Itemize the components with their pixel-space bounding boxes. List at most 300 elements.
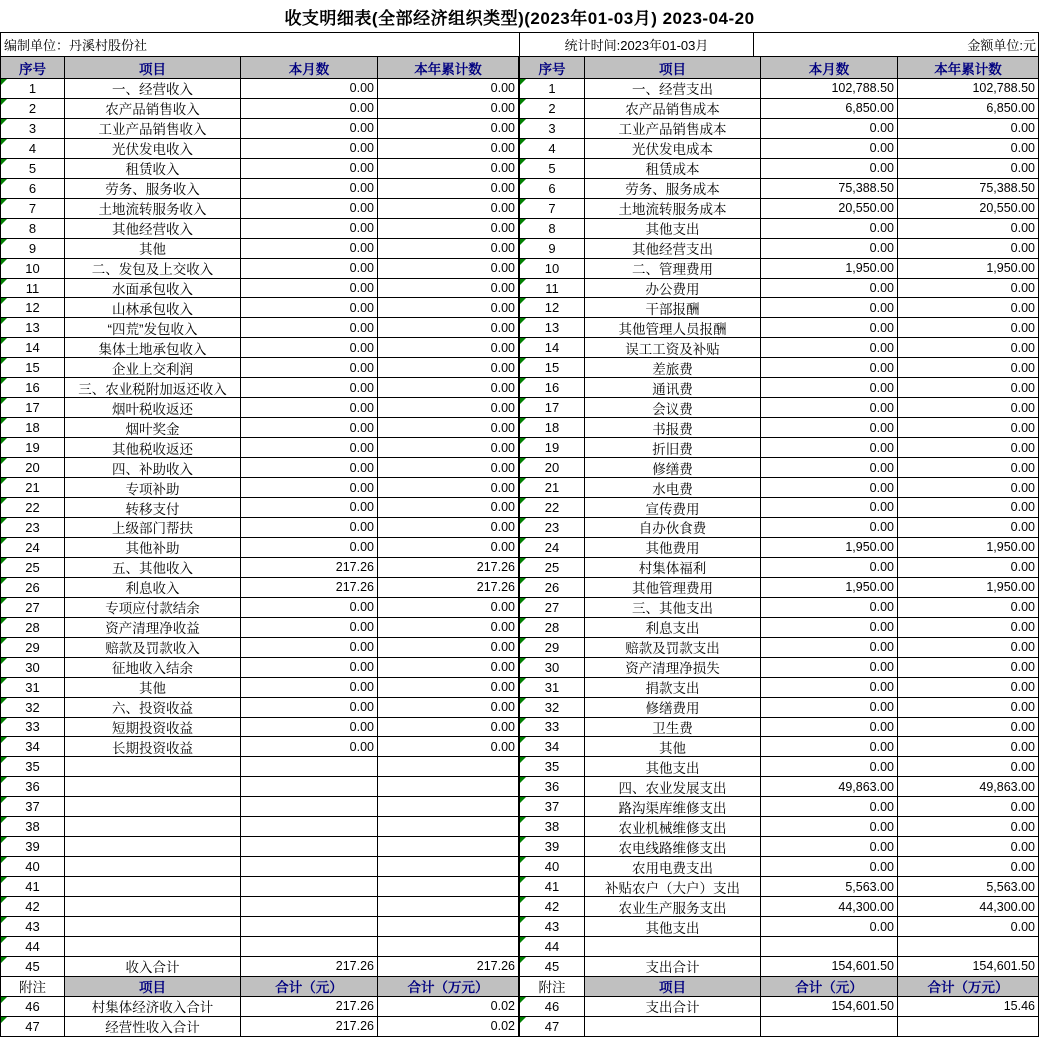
cell-seq[interactable]: 25 <box>1 558 65 578</box>
cell-ytd[interactable]: 0.00 <box>378 179 519 199</box>
cell-ytd[interactable] <box>378 857 519 877</box>
cell-seq[interactable]: 6 <box>1 179 65 199</box>
cell-seq[interactable]: 38 <box>520 817 585 837</box>
cell-seq[interactable]: 26 <box>1 578 65 598</box>
cell-seq[interactable]: 3 <box>1 119 65 139</box>
cell-ytd[interactable]: 0.00 <box>378 398 519 418</box>
cell-seq[interactable]: 10 <box>1 259 65 279</box>
cell-ytd[interactable]: 0.00 <box>378 418 519 438</box>
cell-ytd[interactable]: 0.00 <box>898 119 1039 139</box>
cell-item[interactable]: 支出合计 <box>585 997 761 1017</box>
cell-seq[interactable]: 22 <box>1 498 65 518</box>
cell-item[interactable]: 宣传费用 <box>585 498 761 518</box>
cell-seq[interactable]: 21 <box>520 478 585 498</box>
cell-seq[interactable]: 24 <box>1 538 65 558</box>
cell-seq[interactable]: 37 <box>520 797 585 817</box>
cell-item[interactable]: 征地收入结余 <box>65 658 241 678</box>
cell-item[interactable]: 经营性收入合计 <box>65 1017 241 1037</box>
cell-month[interactable]: 0.00 <box>241 159 378 179</box>
cell-item[interactable] <box>65 817 241 837</box>
cell-month[interactable]: 0.00 <box>241 478 378 498</box>
footnote-label[interactable]: 附注 <box>520 977 585 997</box>
cell-ytd[interactable]: 1,950.00 <box>898 578 1039 598</box>
cell-month[interactable]: 0.00 <box>241 638 378 658</box>
footnote-column-header[interactable]: 项目 <box>585 977 761 997</box>
cell-seq[interactable]: 25 <box>520 558 585 578</box>
cell-item[interactable]: 卫生费 <box>585 718 761 738</box>
cell-seq[interactable]: 12 <box>520 298 585 318</box>
cell-month[interactable]: 0.00 <box>241 139 378 159</box>
cell-month[interactable]: 0.00 <box>241 698 378 718</box>
cell-ytd[interactable] <box>898 937 1039 957</box>
cell-item[interactable]: 通讯费 <box>585 378 761 398</box>
cell-seq[interactable]: 2 <box>1 99 65 119</box>
cell-month[interactable]: 0.00 <box>761 917 898 937</box>
cell-ytd[interactable] <box>378 797 519 817</box>
cell-seq[interactable]: 9 <box>520 239 585 259</box>
cell-item[interactable]: 集体土地承包收入 <box>65 338 241 358</box>
cell-item[interactable]: 赔款及罚款支出 <box>585 638 761 658</box>
cell-item[interactable]: 短期投资收益 <box>65 718 241 738</box>
cell-month[interactable]: 0.00 <box>241 438 378 458</box>
cell-month[interactable]: 102,788.50 <box>761 79 898 99</box>
cell-month[interactable]: 0.00 <box>241 458 378 478</box>
cell-ytd[interactable]: 0.00 <box>378 219 519 239</box>
cell-item[interactable]: 路沟渠库维修支出 <box>585 797 761 817</box>
cell-month[interactable]: 0.00 <box>761 119 898 139</box>
cell-ytd[interactable]: 44,300.00 <box>898 897 1039 917</box>
footnote-column-header[interactable]: 合计（万元） <box>378 977 519 997</box>
cell-item[interactable]: 收入合计 <box>65 957 241 977</box>
cell-seq[interactable]: 28 <box>520 618 585 638</box>
cell-seq[interactable]: 14 <box>1 338 65 358</box>
cell-month[interactable] <box>241 817 378 837</box>
cell-seq[interactable]: 24 <box>520 538 585 558</box>
cell-month[interactable]: 5,563.00 <box>761 877 898 897</box>
footnote-column-header[interactable]: 合计（元） <box>241 977 378 997</box>
cell-item[interactable]: 农产品销售成本 <box>585 99 761 119</box>
cell-seq[interactable]: 4 <box>1 139 65 159</box>
cell-ytd[interactable] <box>378 917 519 937</box>
cell-ytd[interactable]: 0.00 <box>898 638 1039 658</box>
cell-month[interactable]: 0.00 <box>761 618 898 638</box>
cell-month[interactable] <box>241 857 378 877</box>
cell-month[interactable]: 0.00 <box>761 338 898 358</box>
cell-seq[interactable]: 16 <box>1 378 65 398</box>
cell-seq[interactable]: 7 <box>1 199 65 219</box>
cell-seq[interactable]: 44 <box>1 937 65 957</box>
cell-seq[interactable]: 34 <box>520 737 585 757</box>
cell-month[interactable]: 0.00 <box>761 159 898 179</box>
cell-month[interactable]: 0.00 <box>241 678 378 698</box>
cell-seq[interactable]: 11 <box>1 279 65 299</box>
cell-seq[interactable]: 23 <box>1 518 65 538</box>
cell-month[interactable]: 0.00 <box>241 737 378 757</box>
cell-seq[interactable]: 39 <box>520 837 585 857</box>
cell-item[interactable]: 烟叶税收返还 <box>65 398 241 418</box>
cell-item[interactable]: 其他管理人员报酬 <box>585 318 761 338</box>
cell-ytd[interactable]: 217.26 <box>378 957 519 977</box>
cell-item[interactable]: 农业生产服务支出 <box>585 897 761 917</box>
cell-month[interactable] <box>241 917 378 937</box>
cell-month[interactable]: 0.00 <box>761 698 898 718</box>
cell-seq[interactable]: 19 <box>1 438 65 458</box>
cell-ytd[interactable]: 0.00 <box>898 518 1039 538</box>
cell-seq[interactable]: 3 <box>520 119 585 139</box>
cell-item[interactable] <box>65 917 241 937</box>
cell-month[interactable]: 0.00 <box>241 318 378 338</box>
cell-month[interactable]: 0.00 <box>761 279 898 299</box>
footnote-column-header[interactable]: 合计（万元） <box>898 977 1039 997</box>
cell-total-wanyuan[interactable]: 15.46 <box>898 997 1039 1017</box>
cell-month[interactable]: 0.00 <box>761 438 898 458</box>
cell-seq[interactable]: 14 <box>520 338 585 358</box>
cell-ytd[interactable]: 217.26 <box>378 558 519 578</box>
cell-seq[interactable]: 9 <box>1 239 65 259</box>
cell-ytd[interactable]: 0.00 <box>378 378 519 398</box>
cell-ytd[interactable]: 0.00 <box>378 598 519 618</box>
cell-seq[interactable]: 30 <box>520 658 585 678</box>
cell-item[interactable]: 租赁成本 <box>585 159 761 179</box>
cell-ytd[interactable]: 217.26 <box>378 578 519 598</box>
cell-item[interactable] <box>585 1017 761 1037</box>
cell-ytd[interactable]: 0.00 <box>898 837 1039 857</box>
cell-ytd[interactable]: 0.00 <box>378 338 519 358</box>
cell-ytd[interactable]: 0.00 <box>898 378 1039 398</box>
cell-seq[interactable]: 37 <box>1 797 65 817</box>
column-header[interactable]: 本年累计数 <box>898 57 1039 79</box>
cell-seq[interactable]: 6 <box>520 179 585 199</box>
cell-seq[interactable]: 13 <box>1 318 65 338</box>
cell-item[interactable]: 工业产品销售收入 <box>65 119 241 139</box>
cell-seq[interactable]: 12 <box>1 298 65 318</box>
cell-ytd[interactable]: 0.00 <box>898 737 1039 757</box>
cell-seq[interactable]: 34 <box>1 737 65 757</box>
column-header[interactable]: 项目 <box>585 57 761 79</box>
cell-item[interactable] <box>65 797 241 817</box>
cell-month[interactable]: 1,950.00 <box>761 538 898 558</box>
cell-item[interactable]: 捐款支出 <box>585 678 761 698</box>
cell-month[interactable]: 0.00 <box>761 298 898 318</box>
cell-ytd[interactable]: 0.00 <box>378 518 519 538</box>
cell-item[interactable]: 折旧费 <box>585 438 761 458</box>
cell-month[interactable]: 0.00 <box>241 79 378 99</box>
cell-month[interactable]: 0.00 <box>241 199 378 219</box>
cell-ytd[interactable]: 0.00 <box>378 358 519 378</box>
cell-month[interactable]: 0.00 <box>761 558 898 578</box>
cell-item[interactable]: 农用电费支出 <box>585 857 761 877</box>
cell-seq[interactable]: 27 <box>1 598 65 618</box>
cell-ytd[interactable]: 1,950.00 <box>898 259 1039 279</box>
cell-total-yuan[interactable] <box>761 1017 898 1037</box>
cell-ytd[interactable]: 0.00 <box>898 558 1039 578</box>
cell-item[interactable]: 会议费 <box>585 398 761 418</box>
cell-ytd[interactable]: 0.00 <box>898 917 1039 937</box>
cell-ytd[interactable]: 0.00 <box>898 139 1039 159</box>
cell-ytd[interactable]: 1,950.00 <box>898 538 1039 558</box>
cell-seq[interactable]: 42 <box>1 897 65 917</box>
cell-seq[interactable]: 36 <box>1 777 65 797</box>
cell-item[interactable]: 其他税收返还 <box>65 438 241 458</box>
cell-seq[interactable]: 40 <box>1 857 65 877</box>
cell-seq[interactable]: 13 <box>520 318 585 338</box>
cell-seq[interactable]: 5 <box>520 159 585 179</box>
cell-seq[interactable]: 2 <box>520 99 585 119</box>
cell-item[interactable]: 办公费用 <box>585 279 761 299</box>
cell-seq[interactable]: 19 <box>520 438 585 458</box>
cell-ytd[interactable]: 0.00 <box>898 159 1039 179</box>
cell-ytd[interactable] <box>378 757 519 777</box>
cell-month[interactable]: 0.00 <box>241 538 378 558</box>
cell-item[interactable]: 一、经营支出 <box>585 79 761 99</box>
cell-month[interactable]: 0.00 <box>761 378 898 398</box>
cell-item[interactable]: 村集体经济收入合计 <box>65 997 241 1017</box>
cell-seq[interactable]: 40 <box>520 857 585 877</box>
cell-month[interactable]: 217.26 <box>241 578 378 598</box>
cell-month[interactable]: 0.00 <box>761 398 898 418</box>
column-header[interactable]: 序号 <box>1 57 65 79</box>
cell-ytd[interactable]: 0.00 <box>378 139 519 159</box>
cell-month[interactable]: 0.00 <box>241 598 378 618</box>
cell-ytd[interactable]: 0.00 <box>898 817 1039 837</box>
cell-item[interactable]: 山林承包收入 <box>65 298 241 318</box>
cell-ytd[interactable]: 0.00 <box>378 239 519 259</box>
cell-month[interactable]: 0.00 <box>241 658 378 678</box>
cell-seq[interactable]: 29 <box>1 638 65 658</box>
cell-total-yuan[interactable]: 217.26 <box>241 1017 378 1037</box>
cell-item[interactable]: 土地流转服务成本 <box>585 199 761 219</box>
cell-ytd[interactable]: 0.00 <box>898 338 1039 358</box>
cell-seq[interactable]: 47 <box>520 1017 585 1037</box>
cell-item[interactable]: 农产品销售收入 <box>65 99 241 119</box>
cell-ytd[interactable] <box>378 897 519 917</box>
cell-item[interactable]: 其他支出 <box>585 917 761 937</box>
cell-item[interactable]: 水面承包收入 <box>65 279 241 299</box>
cell-ytd[interactable]: 0.00 <box>378 658 519 678</box>
column-header[interactable]: 本年累计数 <box>378 57 519 79</box>
cell-item[interactable]: 四、补助收入 <box>65 458 241 478</box>
cell-ytd[interactable]: 0.00 <box>378 618 519 638</box>
cell-item[interactable]: 五、其他收入 <box>65 558 241 578</box>
cell-month[interactable] <box>241 877 378 897</box>
cell-ytd[interactable]: 0.00 <box>378 498 519 518</box>
cell-ytd[interactable] <box>378 937 519 957</box>
cell-seq[interactable]: 17 <box>520 398 585 418</box>
cell-seq[interactable]: 11 <box>520 279 585 299</box>
cell-month[interactable]: 0.00 <box>241 219 378 239</box>
cell-month[interactable]: 0.00 <box>241 259 378 279</box>
cell-item[interactable] <box>65 897 241 917</box>
cell-seq[interactable]: 35 <box>1 757 65 777</box>
cell-month[interactable]: 0.00 <box>241 279 378 299</box>
cell-seq[interactable]: 10 <box>520 259 585 279</box>
cell-ytd[interactable]: 0.00 <box>378 478 519 498</box>
cell-item[interactable]: 烟叶奖金 <box>65 418 241 438</box>
cell-item[interactable]: 村集体福利 <box>585 558 761 578</box>
cell-item[interactable] <box>585 937 761 957</box>
cell-item[interactable]: 三、农业税附加返还收入 <box>65 378 241 398</box>
cell-item[interactable]: 修缮费 <box>585 458 761 478</box>
footnote-label[interactable]: 附注 <box>1 977 65 997</box>
cell-month[interactable]: 0.00 <box>241 718 378 738</box>
cell-ytd[interactable]: 0.00 <box>898 438 1039 458</box>
cell-seq[interactable]: 16 <box>520 378 585 398</box>
cell-month[interactable] <box>761 937 898 957</box>
cell-seq[interactable]: 4 <box>520 139 585 159</box>
cell-total-wanyuan[interactable]: 0.02 <box>378 1017 519 1037</box>
cell-seq[interactable]: 29 <box>520 638 585 658</box>
cell-ytd[interactable]: 0.00 <box>898 698 1039 718</box>
cell-ytd[interactable]: 102,788.50 <box>898 79 1039 99</box>
cell-seq[interactable]: 22 <box>520 498 585 518</box>
cell-total-yuan[interactable]: 217.26 <box>241 997 378 1017</box>
cell-ytd[interactable] <box>378 817 519 837</box>
cell-seq[interactable]: 15 <box>520 358 585 378</box>
cell-item[interactable]: 劳务、服务成本 <box>585 179 761 199</box>
cell-month[interactable]: 0.00 <box>761 757 898 777</box>
column-header[interactable]: 项目 <box>65 57 241 79</box>
cell-seq[interactable]: 41 <box>520 877 585 897</box>
cell-month[interactable]: 0.00 <box>761 797 898 817</box>
cell-item[interactable]: 干部报酬 <box>585 298 761 318</box>
cell-item[interactable]: 自办伙食费 <box>585 518 761 538</box>
cell-month[interactable]: 0.00 <box>241 498 378 518</box>
cell-item[interactable] <box>65 757 241 777</box>
cell-month[interactable]: 1,950.00 <box>761 578 898 598</box>
cell-ytd[interactable]: 0.00 <box>378 438 519 458</box>
cell-ytd[interactable]: 0.00 <box>898 498 1039 518</box>
cell-item[interactable]: 专项补助 <box>65 478 241 498</box>
cell-total-wanyuan[interactable]: 0.02 <box>378 997 519 1017</box>
cell-ytd[interactable]: 0.00 <box>898 857 1039 877</box>
cell-month[interactable]: 0.00 <box>761 139 898 159</box>
cell-month[interactable]: 49,863.00 <box>761 777 898 797</box>
cell-seq[interactable]: 17 <box>1 398 65 418</box>
cell-ytd[interactable]: 0.00 <box>898 398 1039 418</box>
cell-item[interactable]: 企业上交利润 <box>65 358 241 378</box>
cell-month[interactable]: 0.00 <box>241 378 378 398</box>
cell-month[interactable] <box>241 897 378 917</box>
cell-ytd[interactable]: 0.00 <box>378 298 519 318</box>
cell-ytd[interactable]: 75,388.50 <box>898 179 1039 199</box>
cell-seq[interactable]: 36 <box>520 777 585 797</box>
cell-month[interactable]: 0.00 <box>241 518 378 538</box>
cell-month[interactable]: 0.00 <box>761 458 898 478</box>
cell-item[interactable]: 四、农业发展支出 <box>585 777 761 797</box>
cell-item[interactable]: 赔款及罚款收入 <box>65 638 241 658</box>
cell-ytd[interactable]: 0.00 <box>378 538 519 558</box>
cell-seq[interactable]: 45 <box>1 957 65 977</box>
cell-item[interactable]: 资产清理净收益 <box>65 618 241 638</box>
cell-seq[interactable]: 8 <box>520 219 585 239</box>
cell-ytd[interactable]: 0.00 <box>378 119 519 139</box>
cell-item[interactable]: 长期投资收益 <box>65 737 241 757</box>
cell-item[interactable]: 其他 <box>65 239 241 259</box>
cell-item[interactable]: 三、其他支出 <box>585 598 761 618</box>
cell-item[interactable] <box>65 937 241 957</box>
cell-seq[interactable]: 27 <box>520 598 585 618</box>
cell-item[interactable]: 转移支付 <box>65 498 241 518</box>
cell-seq[interactable]: 42 <box>520 897 585 917</box>
cell-ytd[interactable]: 0.00 <box>898 219 1039 239</box>
cell-ytd[interactable]: 0.00 <box>378 698 519 718</box>
cell-month[interactable]: 0.00 <box>761 518 898 538</box>
cell-ytd[interactable]: 0.00 <box>898 658 1039 678</box>
cell-item[interactable] <box>65 857 241 877</box>
cell-seq[interactable]: 28 <box>1 618 65 638</box>
cell-item[interactable]: 其他 <box>65 678 241 698</box>
cell-seq[interactable]: 31 <box>1 678 65 698</box>
cell-month[interactable] <box>241 797 378 817</box>
cell-month[interactable]: 0.00 <box>761 658 898 678</box>
cell-item[interactable]: 其他费用 <box>585 538 761 558</box>
cell-seq[interactable]: 23 <box>520 518 585 538</box>
cell-month[interactable]: 6,850.00 <box>761 99 898 119</box>
cell-seq[interactable]: 30 <box>1 658 65 678</box>
cell-ytd[interactable]: 0.00 <box>898 318 1039 338</box>
cell-seq[interactable]: 21 <box>1 478 65 498</box>
cell-seq[interactable]: 1 <box>520 79 585 99</box>
cell-seq[interactable]: 43 <box>1 917 65 937</box>
cell-ytd[interactable]: 0.00 <box>378 199 519 219</box>
cell-ytd[interactable]: 20,550.00 <box>898 199 1039 219</box>
cell-month[interactable]: 0.00 <box>761 737 898 757</box>
cell-seq[interactable]: 46 <box>520 997 585 1017</box>
cell-item[interactable]: 水电费 <box>585 478 761 498</box>
cell-item[interactable]: 其他管理费用 <box>585 578 761 598</box>
cell-item[interactable]: 光伏发电成本 <box>585 139 761 159</box>
cell-seq[interactable]: 20 <box>1 458 65 478</box>
cell-month[interactable]: 0.00 <box>761 718 898 738</box>
cell-item[interactable]: 上级部门帮扶 <box>65 518 241 538</box>
cell-item[interactable]: 一、经营收入 <box>65 79 241 99</box>
cell-month[interactable]: 1,950.00 <box>761 259 898 279</box>
cell-month[interactable]: 0.00 <box>241 618 378 638</box>
cell-seq[interactable]: 43 <box>520 917 585 937</box>
cell-month[interactable]: 20,550.00 <box>761 199 898 219</box>
cell-ytd[interactable]: 49,863.00 <box>898 777 1039 797</box>
cell-ytd[interactable]: 0.00 <box>898 418 1039 438</box>
cell-item[interactable]: 土地流转服务收入 <box>65 199 241 219</box>
cell-item[interactable]: 租赁收入 <box>65 159 241 179</box>
cell-item[interactable]: 其他经营收入 <box>65 219 241 239</box>
cell-ytd[interactable]: 6,850.00 <box>898 99 1039 119</box>
cell-item[interactable]: 六、投资收益 <box>65 698 241 718</box>
cell-seq[interactable]: 44 <box>520 937 585 957</box>
cell-ytd[interactable]: 0.00 <box>898 797 1039 817</box>
cell-month[interactable]: 0.00 <box>241 298 378 318</box>
cell-item[interactable]: 二、管理费用 <box>585 259 761 279</box>
cell-seq[interactable]: 46 <box>1 997 65 1017</box>
cell-seq[interactable]: 45 <box>520 957 585 977</box>
cell-item[interactable]: 利息收入 <box>65 578 241 598</box>
column-header[interactable]: 序号 <box>520 57 585 79</box>
cell-seq[interactable]: 18 <box>1 418 65 438</box>
cell-seq[interactable]: 15 <box>1 358 65 378</box>
cell-ytd[interactable] <box>378 837 519 857</box>
cell-seq[interactable]: 31 <box>520 678 585 698</box>
cell-seq[interactable]: 33 <box>1 718 65 738</box>
cell-seq[interactable]: 26 <box>520 578 585 598</box>
cell-ytd[interactable]: 0.00 <box>378 159 519 179</box>
cell-ytd[interactable]: 0.00 <box>898 678 1039 698</box>
cell-item[interactable]: 其他支出 <box>585 219 761 239</box>
cell-month[interactable]: 0.00 <box>761 598 898 618</box>
cell-month[interactable]: 0.00 <box>761 418 898 438</box>
cell-seq[interactable]: 20 <box>520 458 585 478</box>
cell-item[interactable] <box>65 837 241 857</box>
cell-seq[interactable]: 18 <box>520 418 585 438</box>
